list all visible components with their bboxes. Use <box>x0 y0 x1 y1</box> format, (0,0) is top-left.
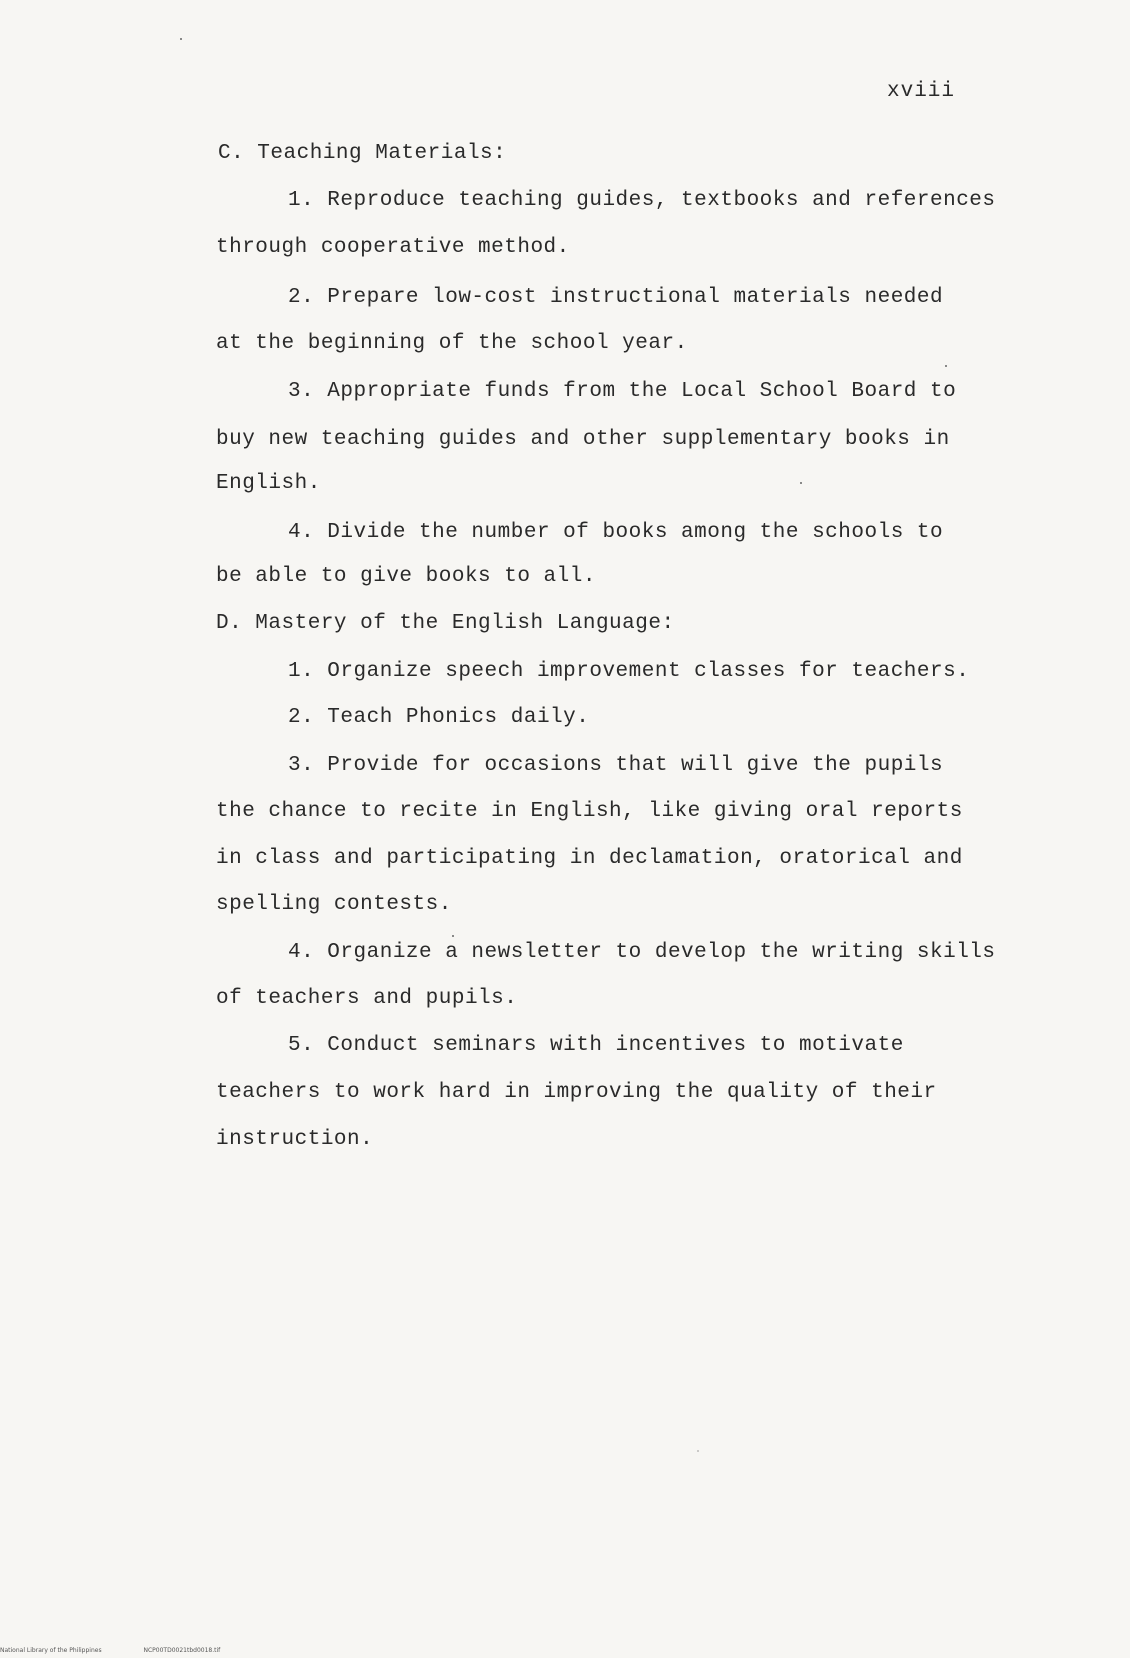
d-item-4-line-1: 4. Organize a newsletter to develop the writing skills <box>288 941 996 964</box>
d-item-5-line-2: teachers to work hard in improving the quality of their <box>216 1081 937 1104</box>
d-item-2-line-1: 2. Teach Phonics daily. <box>288 706 590 729</box>
section-c-heading: C. Teaching Materials: <box>218 142 507 165</box>
c-item-3-line-3: English. <box>216 472 321 495</box>
d-item-5-line-3: instruction. <box>216 1128 374 1151</box>
d-item-3-line-3: in class and participating in declamation, oratorical and <box>216 847 963 870</box>
scan-speck <box>452 935 454 937</box>
c-item-3-line-1: 3. Appropriate funds from the Local School Board to <box>288 380 957 403</box>
scan-speck <box>800 482 802 484</box>
c-item-4-line-2: be able to give books to all. <box>216 565 596 588</box>
c-item-1-line-1: 1. Reproduce teaching guides, textbooks and references <box>288 189 996 212</box>
scan-speck <box>180 38 182 40</box>
page-number: xviii <box>886 80 955 103</box>
c-item-3-line-2: buy new teaching guides and other supplementary books in <box>216 428 950 451</box>
c-item-4-line-1: 4. Divide the number of books among the schools to <box>288 521 944 544</box>
d-item-3-line-1: 3. Provide for occasions that will give the pupils <box>288 754 944 777</box>
d-item-3-line-4: spelling contests. <box>216 893 452 916</box>
d-item-1-line-1: 1. Organize speech improvement classes for teachers. <box>288 660 970 683</box>
footer-library: National Library of the Philippines <box>0 1647 102 1654</box>
footer-file-id: NCP00TD0021tbd0018.tif <box>143 1647 221 1654</box>
d-item-3-line-2: the chance to recite in English, like giving oral reports <box>216 800 963 823</box>
c-item-2-line-1: 2. Prepare low-cost instructional materials needed <box>288 286 944 309</box>
scan-speck <box>945 365 947 367</box>
section-d-heading: D. Mastery of the English Language: <box>216 612 675 635</box>
c-item-2-line-2: at the beginning of the school year. <box>216 332 688 355</box>
c-item-1-line-2: through cooperative method. <box>216 236 570 259</box>
d-item-5-line-1: 5. Conduct seminars with incentives to motivate <box>288 1034 904 1057</box>
scan-footer <box>0 1647 260 1654</box>
d-item-4-line-2: of teachers and pupils. <box>216 987 518 1010</box>
scan-speck <box>697 1450 699 1452</box>
